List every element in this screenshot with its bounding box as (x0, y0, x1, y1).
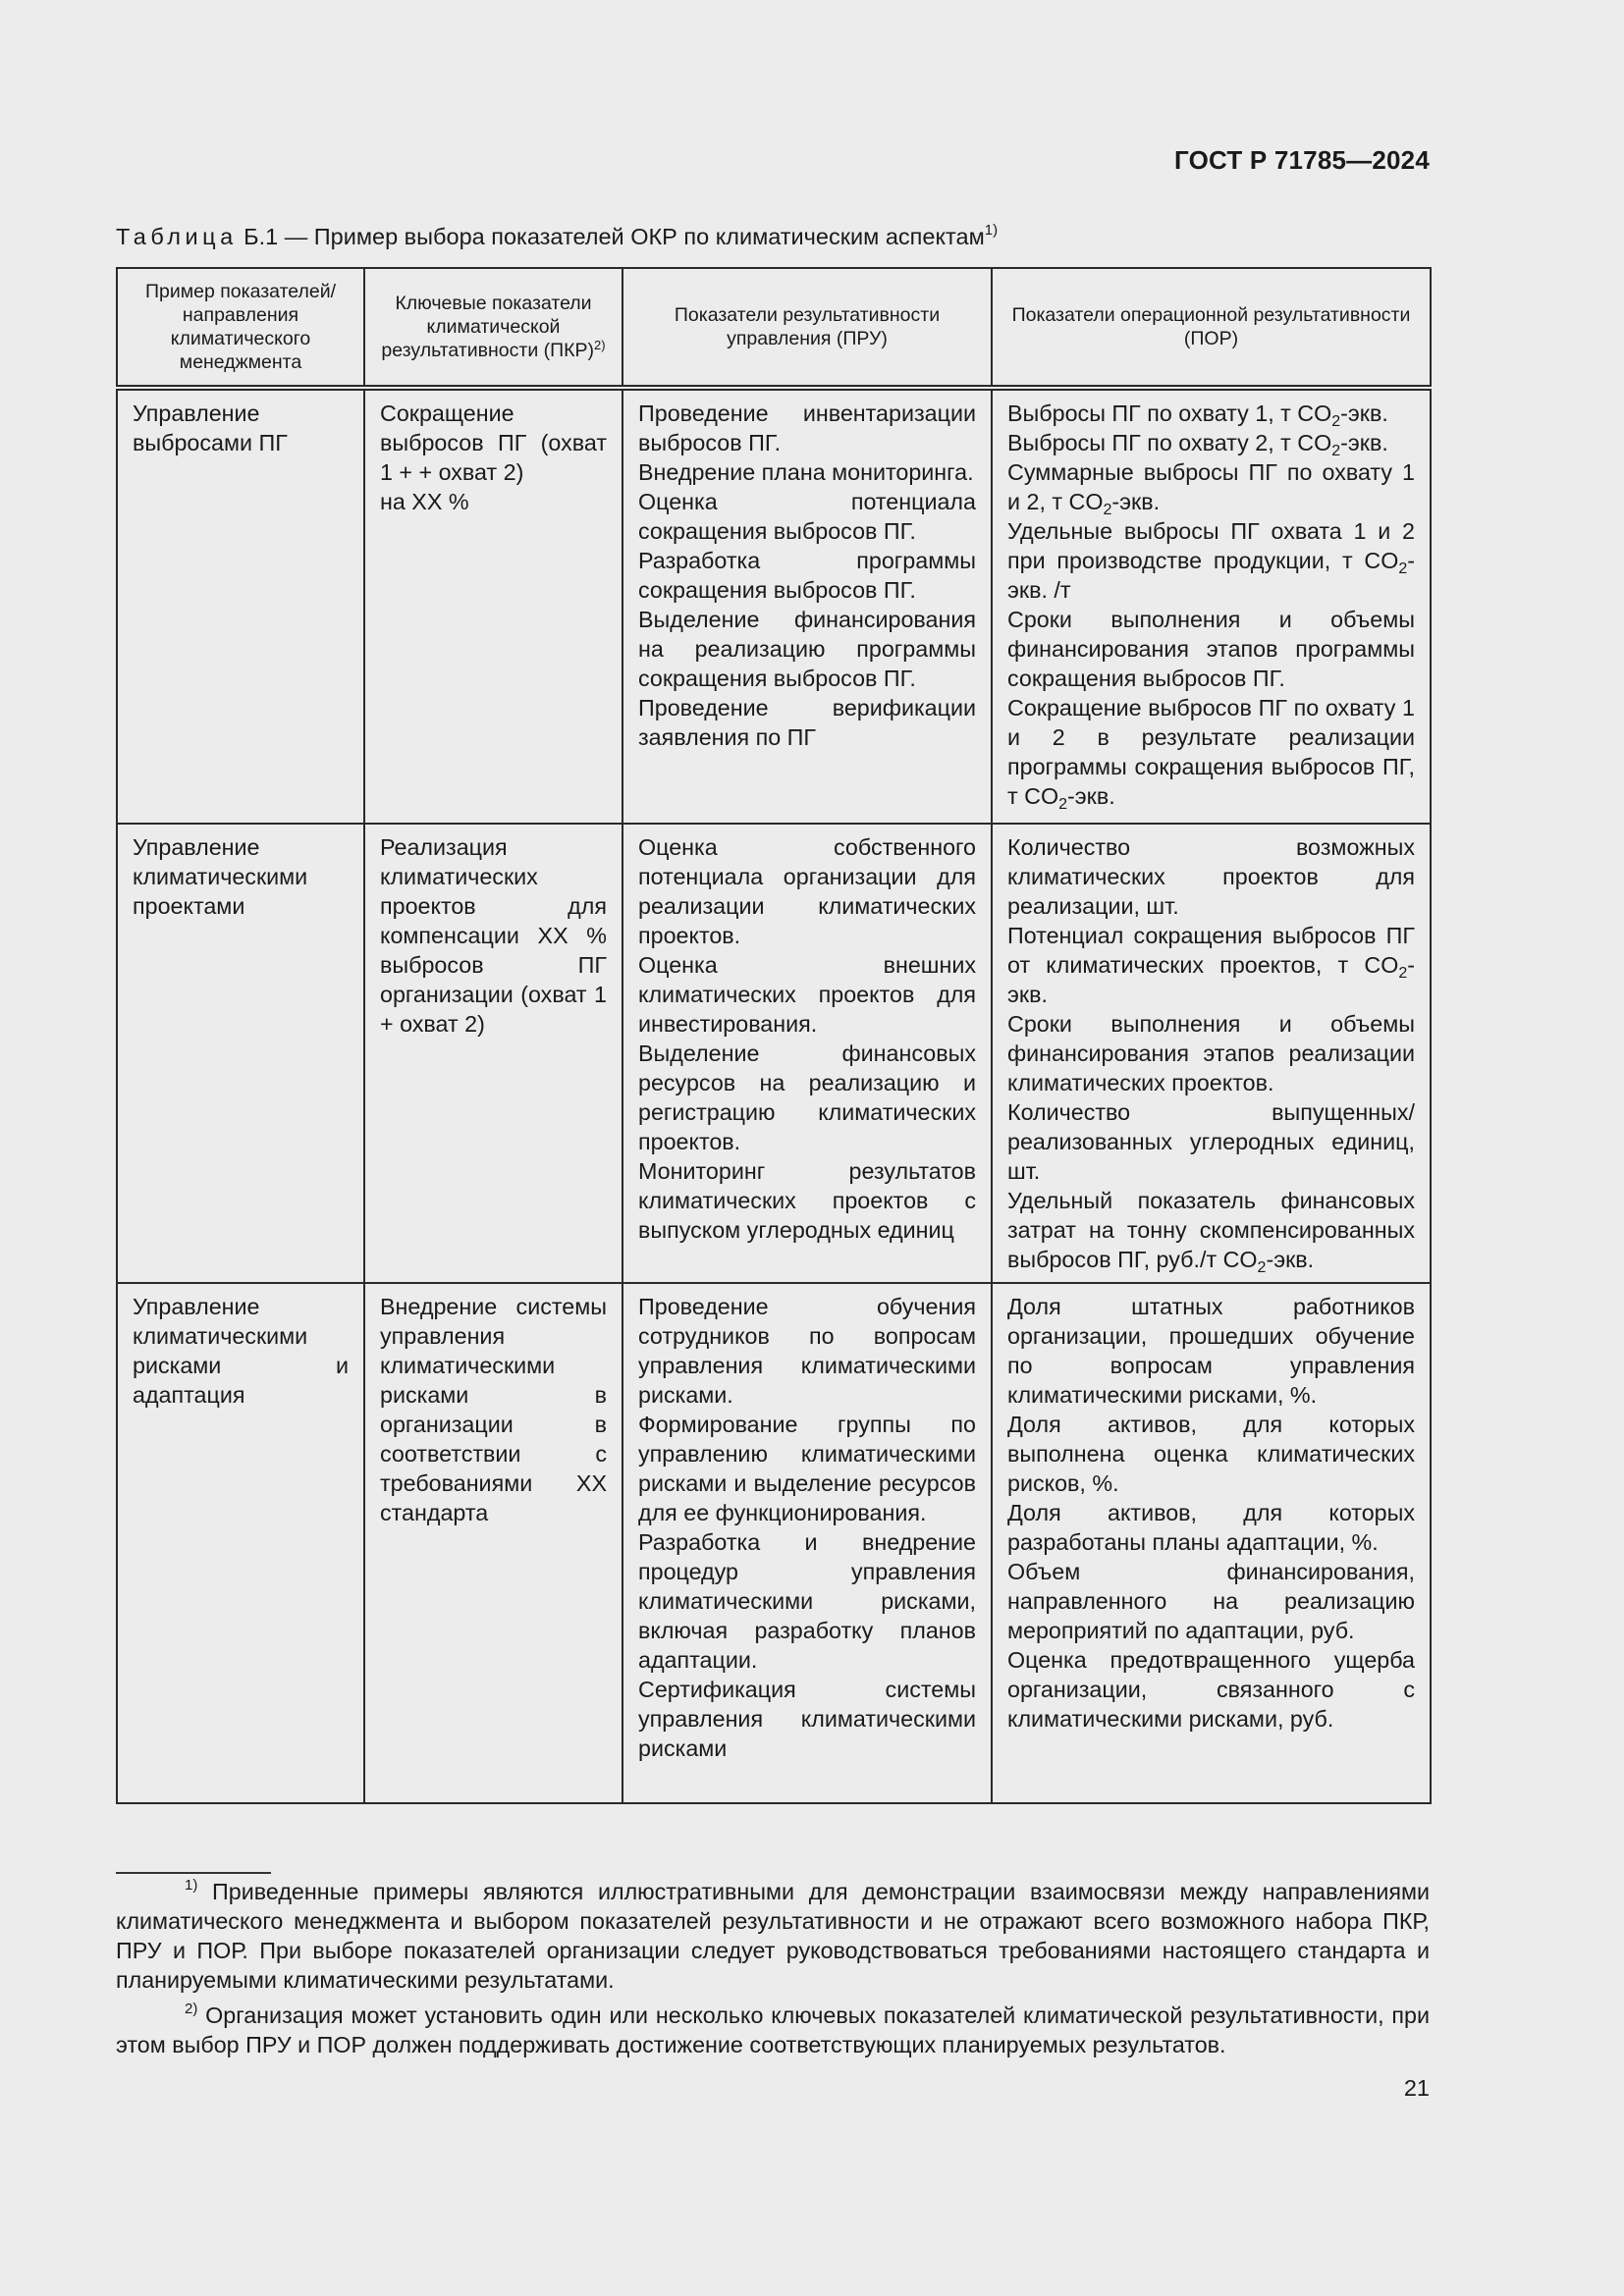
cell-pkr: Реализация климатических проектов для компенсации ХХ % выбросов ПГ организации (охват 1 + охват 2) (364, 824, 623, 1283)
footnote-1: $^{1)}$ Приведенные примеры являются иллюстративными для демонстрации взаимосвязи между направлениями климатического менеджмента и выбором показателей результативности и не отражают всего возможного набора ПКР, ПРУ и ПОР. При выборе показателей организации следует руководствоваться требованиями настоящего стандарта и планируемыми климатическими результатами. (116, 1877, 1430, 1993)
cell-direction: Управление выбросами ПГ (117, 388, 364, 824)
header-pru: Показатели результативности управления (ПРУ) (623, 268, 992, 388)
footnote-divider (116, 1872, 271, 1874)
caption-text: Б.1 — Пример выбора показателей ОКР по климатическим аспектам (237, 224, 985, 249)
cell-direction: Управление климатическими рисками и адаптация (117, 1283, 364, 1803)
footnotes (116, 1877, 1430, 2065)
table-caption (116, 224, 998, 250)
cell-pkr: Сокращение выбросов ПГ (охват 1 + + охват 2) на ХХ % (364, 388, 623, 824)
cell-por: Количество возможных климатических проектов для реализации, шт. Потенциал сокращения выбросов ПГ от климатических проектов, т $CO_2$-экв. Сроки выполнения и объемы финансирования этапов реализации климатических проектов. Количество выпущенных/реализованных углеродных единиц, шт. Удельный показатель финансовых затрат на тонну скомпенсированных выбросов ПГ, руб./т $CO_2$-экв. (992, 824, 1431, 1283)
header-pkr: Ключевые показатели климатической результативности (ПКР)$^{2)}$ (364, 268, 623, 388)
header-por: Показатели операционной результативности (ПОР) (992, 268, 1431, 388)
table-row (117, 1283, 1431, 1803)
indicators-table (116, 267, 1432, 1804)
cell-pru: Проведение инвентаризации выбросов ПГ. Внедрение плана мониторинга. Оценка потенциала сокращения выбросов ПГ. Разработка программы сокращения выбросов ПГ. Выделение финансирования на реализацию программы сокращения выбросов ПГ. Проведение верификации заявления по ПГ (623, 388, 992, 824)
page-number: 21 (1403, 2075, 1430, 2101)
footnote-2: $^{2)}$ Организация может установить один или несколько ключевых показателей климатической результативности, при этом выбор ПРУ и ПОР должен поддерживать достижение соответствующих планируемых результатов. (116, 2001, 1430, 2057)
caption-label: Таблица (116, 224, 238, 249)
cell-direction: Управление климатическими проектами (117, 824, 364, 1283)
table-row (117, 388, 1431, 824)
cell-pru: Проведение обучения сотрудников по вопросам управления климатическими рисками. Формирование группы по управлению климатическими рисками и выделение ресурсов для ее функционирования. Разработка и внедрение процедур управления климатическими рисками, включая разработку планов адаптации. Сертификация системы управления климатическими рисками (623, 1283, 992, 1803)
cell-por: Выбросы ПГ по охвату 1, т $CO_2$-экв. Выбросы ПГ по охвату 2, т $CO_2$-экв. Суммарные выбросы ПГ по охвату 1 и 2, т $CO_2$-экв. Удельные выбросы ПГ охвата 1 и 2 при производстве продукции, т $CO_2$-экв. /т Сроки выполнения и объемы финансирования этапов программы сокращения выбросов ПГ. Сокращение выбросов ПГ по охвату 1 и 2 в результате реализации программы сокращения выбросов ПГ, т $CO_2$-экв. (992, 388, 1431, 824)
table-row (117, 824, 1431, 1283)
standard-code: ГОСТ Р 71785—2024 (1174, 145, 1430, 175)
cell-pru: Оценка собственного потенциала организации для реализации климатических проектов. Оценка внешних климатических проектов для инвестирования. Выделение финансовых ресурсов на реализацию и регистрацию климатических проектов. Мониторинг результатов климатических проектов с выпуском углеродных единиц (623, 824, 992, 1283)
caption-footnote-mark: 1) (984, 222, 999, 239)
table-header-row (117, 268, 1431, 388)
cell-pkr: Внедрение системы управления климатическими рисками в организации в соответствии с требованиями ХХ стандарта (364, 1283, 623, 1803)
header-direction: Пример показателей/ направления климатического менеджмента (117, 268, 364, 388)
cell-por: Доля штатных работников организации, прошедших обучение по вопросам управления климатическими рисками, %. Доля активов, для которых выполнена оценка климатических рисков, %. Доля активов, для которых разработаны планы адаптации, %. Объем финансирования, направленного на реализацию мероприятий по адаптации, руб. Оценка предотвращенного ущерба организации, связанного с климатическими рисками, руб. (992, 1283, 1431, 1803)
